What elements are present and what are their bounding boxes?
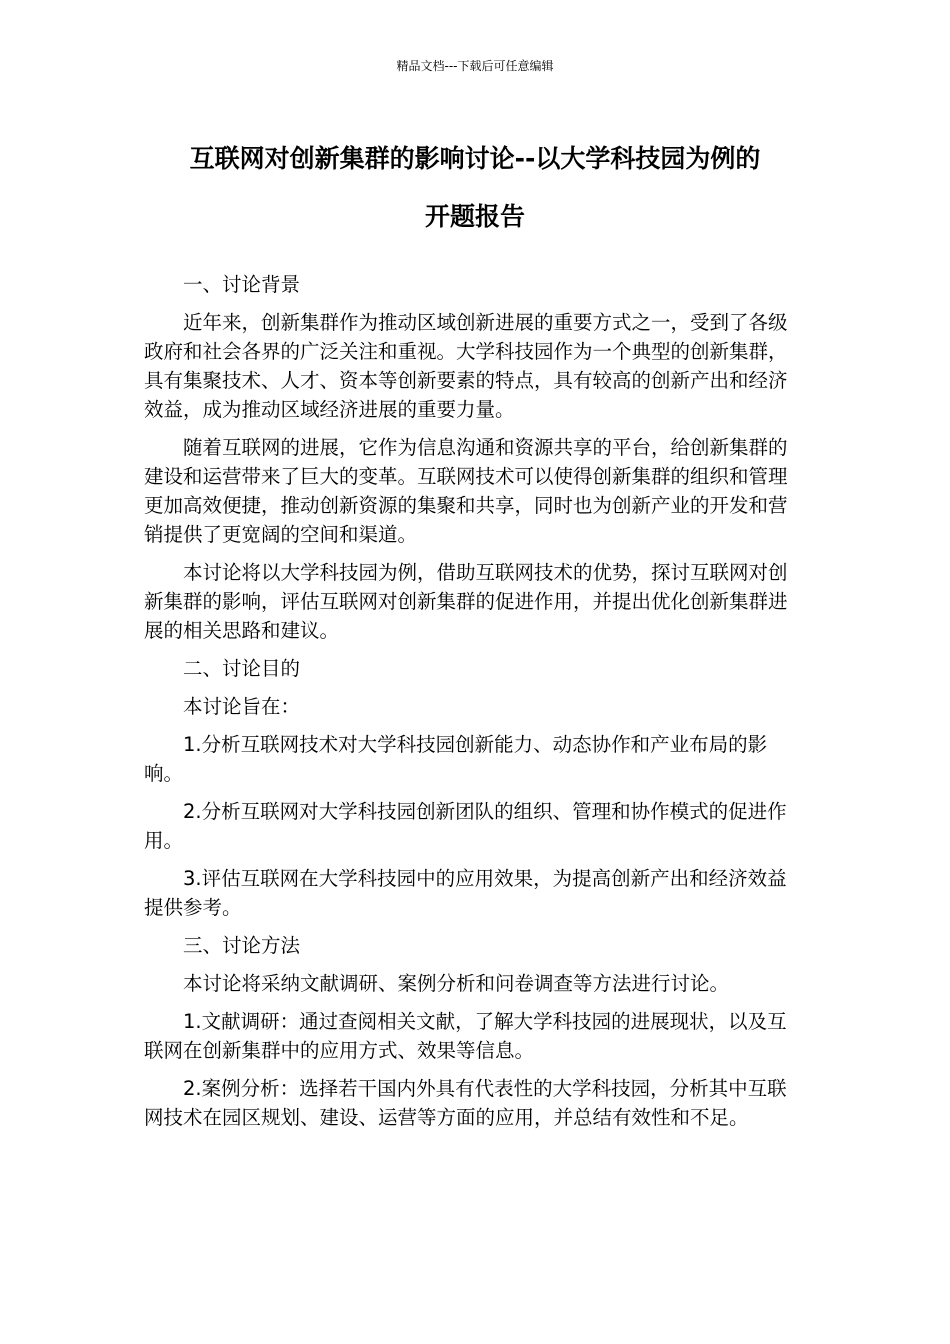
title-line-1: 互联网对创新集群的影响讨论--以大学科技园为例的	[189, 144, 761, 173]
paragraph: 本讨论将采纳文献调研、案例分析和问卷调查等方法进行讨论。	[183, 972, 730, 995]
paragraph: 本讨论将以大学科技园为例，借助互联网技术的优势，探讨互联网对创新集群的影响，评估互联网对创新集群的促进作用，并提出优化创新集群进展的相关思路和建议。	[144, 561, 788, 642]
list-item: 2.案例分析：选择若干国内外具有代表性的大学科技园，分析其中互联网技术在园区规划、建设、运营等方面的应用，并总结有效性和不足。	[144, 1077, 787, 1129]
header-note: 精品文档---下载后可任意编辑	[396, 59, 554, 73]
section-heading-purpose: 二、讨论目的	[183, 657, 301, 680]
paragraph: 本讨论旨在：	[183, 695, 301, 718]
list-item: 1.文献调研：通过查阅相关文献，了解大学科技园的进展现状，以及互联网在创新集群中的应用方式、效果等信息。	[144, 1010, 787, 1062]
paragraph: 随着互联网的进展，它作为信息沟通和资源共享的平台，给创新集群的建设和运营带来了巨大的变革。互联网技术可以使得创新集群的组织和管理更加高效便捷，推动创新资源的集聚和共享，同时也为创新产业的开发和营销提供了更宽阔的空间和渠道。	[144, 436, 788, 546]
list-item: 2.分析互联网对大学科技园创新团队的组织、管理和协作模式的促进作用。	[144, 800, 787, 852]
title-line-2: 开题报告	[424, 202, 525, 231]
paragraph: 近年来，创新集群作为推动区域创新进展的重要方式之一，受到了各级政府和社会各界的广泛关注和重视。大学科技园作为一个典型的创新集群，具有集聚技术、人才、资本等创新要素的特点，具有较高的创新产出和经济效益，成为推动区域经济进展的重要力量。	[144, 311, 788, 421]
document-title	[120, 130, 830, 246]
document-body	[144, 270, 794, 1141]
list-item: 3.评估互联网在大学科技园中的应用效果，为提高创新产出和经济效益提供参考。	[144, 867, 787, 919]
list-item: 1.分析互联网技术对大学科技园创新能力、动态协作和产业布局的影响。	[144, 733, 768, 785]
section-heading-background: 一、讨论背景	[183, 273, 301, 296]
section-heading-method: 三、讨论方法	[183, 934, 301, 957]
